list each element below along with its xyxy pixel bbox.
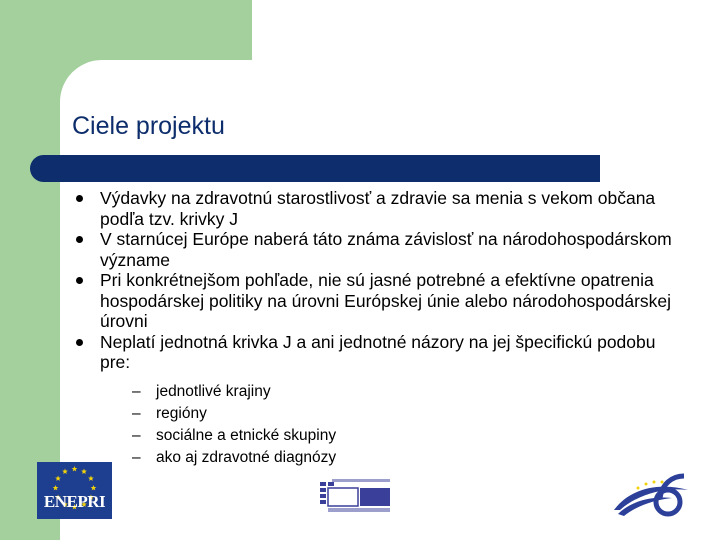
star-icon bbox=[62, 469, 68, 474]
bullet-item bbox=[76, 332, 686, 469]
eusav-logo bbox=[318, 478, 398, 516]
bullet-text: Pri konkrétnejšom pohľade, nie sú jasné potrebné a efektívne opatrenia hospodárskej politiky na úrovni Európskej únie alebo národohospodárskej úrovni bbox=[100, 270, 672, 331]
dash-icon: – bbox=[132, 382, 141, 400]
bullet-text: Neplatí jednotná krivka J a ani jednotné názory na jej špecifickú podobu pre: bbox=[100, 331, 656, 372]
sub-bullet-item bbox=[132, 403, 718, 425]
bullet-item bbox=[76, 229, 686, 270]
sub-bullet-list bbox=[132, 381, 718, 469]
sub-bullet-text: jednotlivé krajiny bbox=[156, 382, 271, 400]
title-underline-bar bbox=[30, 155, 600, 182]
sub-bullet-text: regióny bbox=[156, 404, 207, 422]
enepri-logo bbox=[37, 462, 112, 519]
sub-bullet-text: ako aj zdravotné diagnózy bbox=[156, 448, 337, 466]
bullet-dot-icon bbox=[76, 236, 83, 243]
bullet-dot-icon bbox=[76, 277, 83, 284]
sub-bullet-item bbox=[132, 447, 718, 469]
bullet-dot-icon bbox=[76, 195, 83, 202]
bullet-list bbox=[76, 188, 686, 469]
bullet-item bbox=[76, 270, 686, 332]
eusav-logo-icon bbox=[318, 478, 398, 516]
enepri-logo-text: ENEPRI bbox=[43, 492, 106, 511]
sub-bullet-item bbox=[132, 381, 718, 403]
sixth-framework-programme-icon bbox=[610, 470, 690, 518]
sub-bullet-item bbox=[132, 425, 718, 447]
sixth-framework-logo bbox=[610, 470, 690, 518]
bullet-text: V starnúcej Európe naberá táto známa závislosť na národohospodárskom význame bbox=[100, 229, 672, 270]
bullet-item bbox=[76, 188, 686, 229]
dash-icon: – bbox=[132, 426, 141, 444]
sub-bullet-text: sociálne a etnické skupiny bbox=[156, 426, 337, 444]
dash-icon: – bbox=[132, 448, 141, 466]
star-icon bbox=[81, 469, 87, 474]
dash-icon: – bbox=[132, 404, 141, 422]
star-icon bbox=[91, 485, 97, 490]
star-icon bbox=[72, 466, 78, 471]
slide-title: Ciele projektu bbox=[72, 112, 225, 140]
bullet-text: Výdavky na zdravotnú starostlivosť a zdravie sa menia s vekom občana podľa tzv. krivky J bbox=[100, 188, 656, 229]
bullet-dot-icon bbox=[76, 339, 83, 346]
star-icon bbox=[88, 476, 94, 481]
star-icon bbox=[53, 485, 59, 490]
star-icon bbox=[55, 476, 61, 481]
